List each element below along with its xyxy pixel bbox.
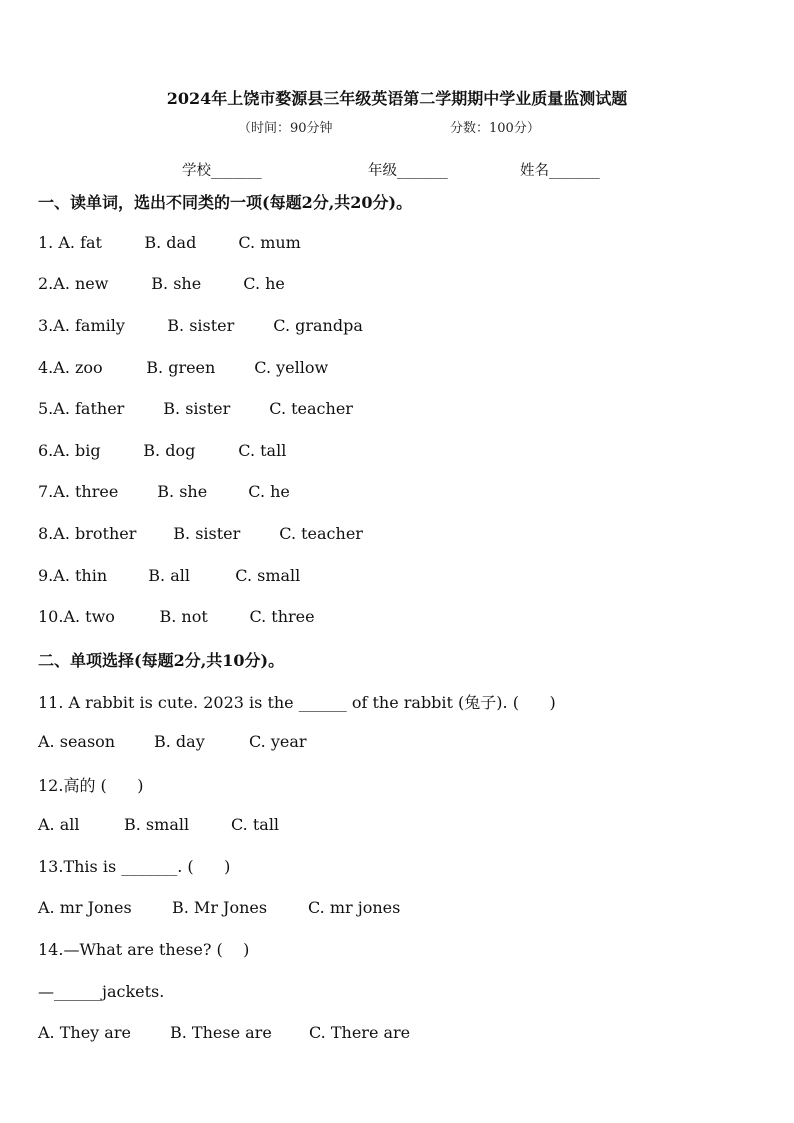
option-b[interactable]: B. sister: [163, 399, 231, 418]
option-a[interactable]: A. big: [53, 441, 101, 460]
option-b[interactable]: B. dad: [144, 233, 197, 252]
option-c[interactable]: C. small: [235, 566, 301, 585]
student-fields: [182, 159, 600, 180]
question-12-options: [38, 815, 279, 834]
option-c[interactable]: C. mum: [238, 233, 301, 252]
exam-time: （时间：90分钟: [238, 121, 333, 136]
option-b[interactable]: B. Mr Jones: [172, 898, 268, 917]
question-number: 2.: [38, 274, 54, 293]
question-number: 5.: [38, 399, 54, 418]
question-9: [38, 566, 300, 585]
option-a[interactable]: A. family: [53, 316, 125, 335]
question-number: 6.: [38, 441, 54, 460]
option-b[interactable]: B. small: [124, 815, 190, 834]
page-title: 2024年上饶市婺源县三年级英语第二学期期中学业质量监测试题: [166, 89, 628, 108]
grade-field[interactable]: 年级_______: [368, 163, 448, 179]
option-c[interactable]: C. teacher: [279, 524, 363, 543]
question-2: [38, 274, 285, 293]
option-b[interactable]: B. all: [148, 566, 190, 585]
question-11-options: [38, 732, 307, 751]
question-14-answer-line: —______jackets.: [38, 982, 165, 1001]
question-14-stem: 14.—What are these? ( ): [38, 940, 250, 959]
option-a[interactable]: A. thin: [53, 566, 108, 585]
option-a[interactable]: A. mr Jones: [38, 898, 132, 917]
school-field[interactable]: 学校_______: [182, 163, 262, 179]
question-4: [38, 358, 328, 377]
option-b[interactable]: B. day: [154, 732, 205, 751]
exam-info: [238, 117, 540, 136]
option-c[interactable]: C. three: [249, 607, 315, 626]
option-a[interactable]: A. zoo: [53, 358, 103, 377]
option-b[interactable]: B. green: [146, 358, 216, 377]
question-5: [38, 399, 353, 418]
question-number: 7.: [38, 482, 54, 501]
question-number: 10.: [38, 607, 64, 626]
question-number: 4.: [38, 358, 54, 377]
option-c[interactable]: C. tall: [231, 815, 280, 834]
option-c[interactable]: C. yellow: [254, 358, 329, 377]
option-c[interactable]: C. year: [249, 732, 307, 751]
question-14-options: [38, 1023, 410, 1042]
question-3: [38, 316, 363, 335]
question-6: [38, 441, 286, 460]
option-a[interactable]: A. season: [38, 732, 116, 751]
option-a[interactable]: A. two: [63, 607, 115, 626]
question-1: [38, 233, 301, 252]
exam-score: 分数：100分）: [450, 121, 540, 136]
option-c[interactable]: C. he: [248, 482, 290, 501]
option-a[interactable]: A. three: [53, 482, 119, 501]
option-a[interactable]: A. brother: [53, 524, 137, 543]
option-b[interactable]: B. sister: [167, 316, 235, 335]
question-13-options: [38, 898, 400, 917]
option-a[interactable]: A. father: [53, 399, 125, 418]
question-12-stem: 12.高的 ( ): [38, 776, 144, 795]
option-a[interactable]: A. new: [53, 274, 109, 293]
question-10: [38, 607, 315, 626]
option-c[interactable]: C. mr jones: [308, 898, 401, 917]
question-8: [38, 524, 363, 543]
question-number: 3.: [38, 316, 54, 335]
option-b[interactable]: B. dog: [143, 441, 196, 460]
option-c[interactable]: C. he: [243, 274, 285, 293]
question-7: [38, 482, 290, 501]
question-number: 8.: [38, 524, 54, 543]
name-field[interactable]: 姓名_______: [520, 163, 600, 179]
option-a[interactable]: A. fat: [58, 233, 102, 252]
option-a[interactable]: A. They are: [38, 1023, 131, 1042]
question-13-stem: 13.This is _______. ( ): [38, 857, 231, 876]
option-c[interactable]: C. tall: [238, 441, 287, 460]
question-11-stem: 11. A rabbit is cute. 2023 is the ______ of the rabbit (兔子). ( ): [38, 693, 556, 712]
option-b[interactable]: B. sister: [173, 524, 241, 543]
section-2-heading: 二、单项选择(每题2分,共10分)。: [38, 651, 285, 670]
option-b[interactable]: B. she: [151, 274, 202, 293]
option-b[interactable]: B. she: [157, 482, 208, 501]
option-b[interactable]: B. These are: [170, 1023, 272, 1042]
option-c[interactable]: C. There are: [309, 1023, 411, 1042]
option-c[interactable]: C. grandpa: [273, 316, 363, 335]
question-number: 9.: [38, 566, 54, 585]
option-c[interactable]: C. teacher: [269, 399, 353, 418]
section-1-heading: 一、读单词，选出不同类的一项(每题2分,共20分)。: [38, 193, 413, 212]
question-number: 1.: [38, 233, 59, 252]
option-a[interactable]: A. all: [38, 815, 80, 834]
option-b[interactable]: B. not: [159, 607, 208, 626]
